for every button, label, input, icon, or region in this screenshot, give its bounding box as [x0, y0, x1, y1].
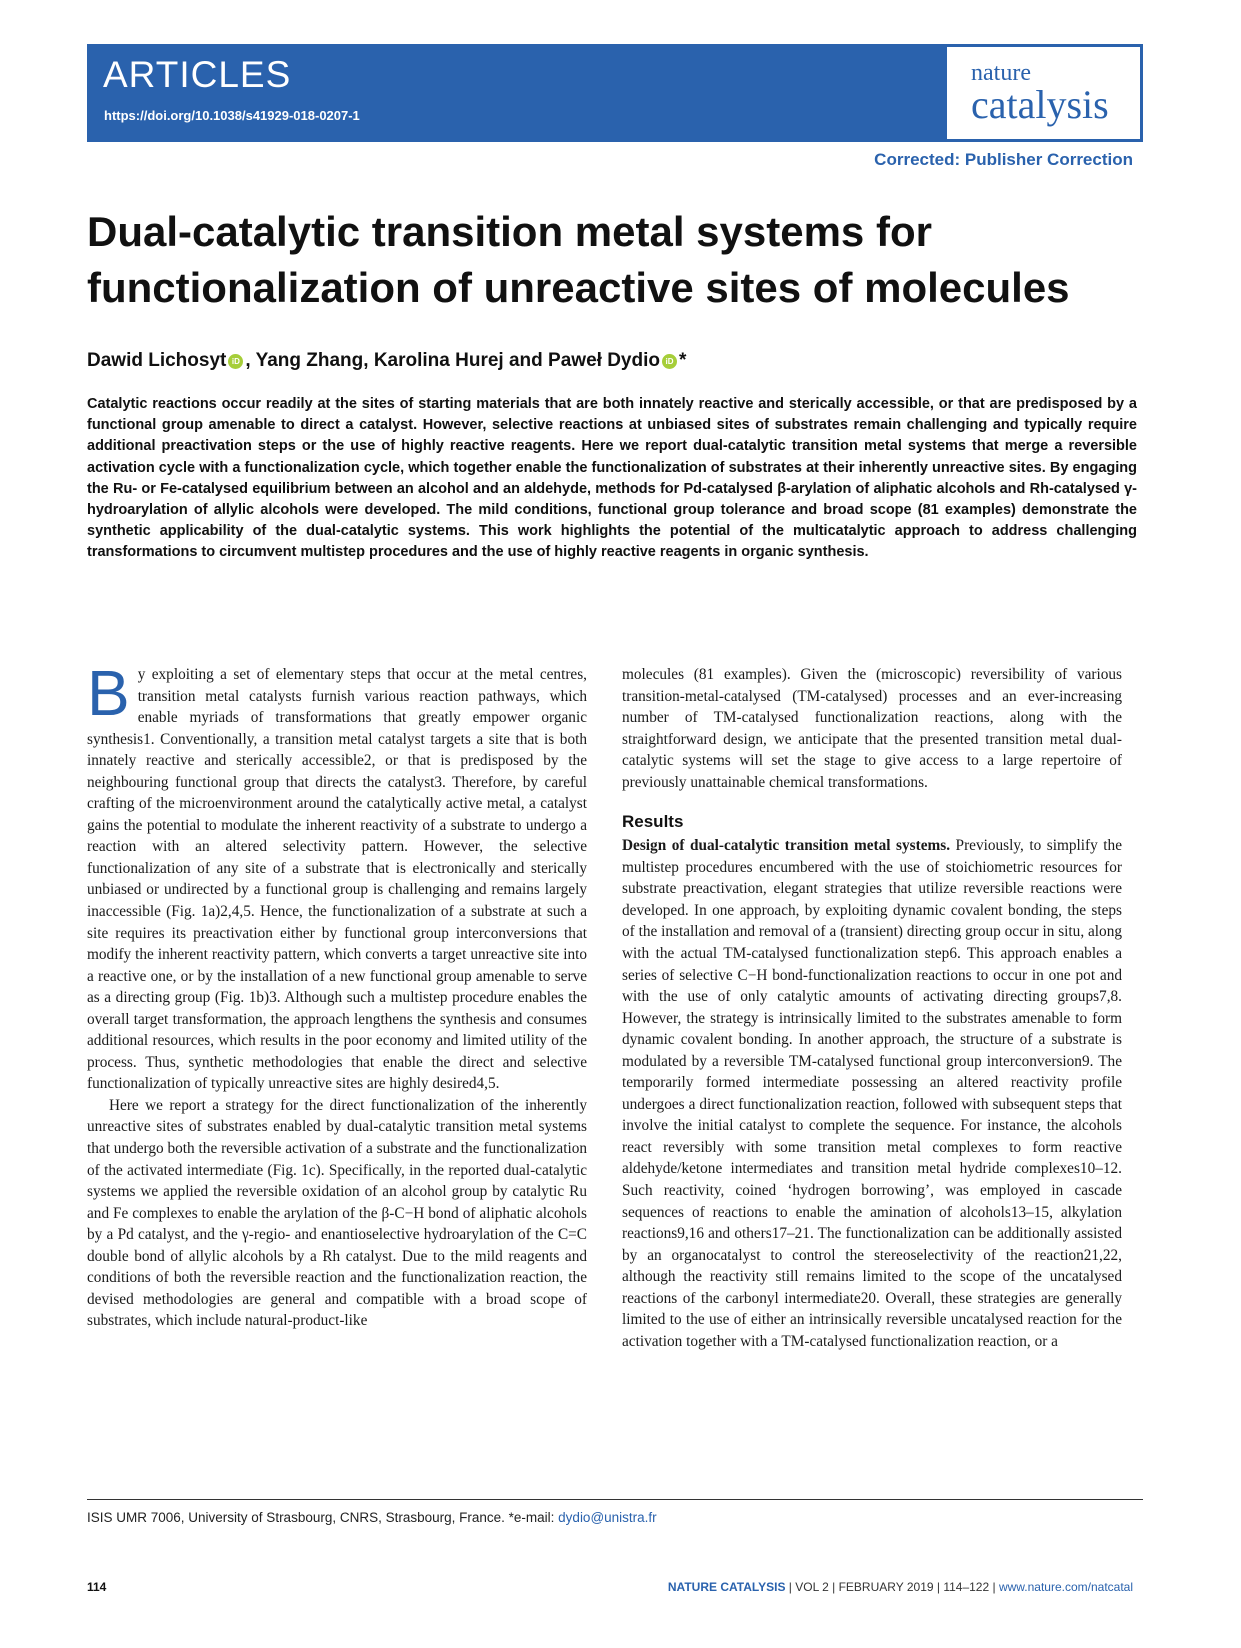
orcid-icon[interactable]: iD: [662, 354, 677, 369]
body-column-right: [622, 664, 1122, 1352]
subsection-heading: Design of dual-catalytic transition metal systems.: [622, 837, 951, 855]
journal-footer: [668, 1580, 1133, 1594]
abstract: Catalytic reactions occur readily at the sites of starting materials that are both innately reactive and sterically accessible, or that are predisposed by a functional group amenable to direct a catalyst. However, selective reactions at unbiased sites of substrates remain challenging and typically require additional preactivation steps or the use of highly reactive reagents. Here we report dual-catalytic transition metal systems that merge a reversible activation cycle with a functionalization cycle, which together enable the functionalization of substrates at their inherently unreactive sites. By engaging the Ru- or Fe-catalysed equilibrium between an alcohol and an aldehyde, methods for Pd-catalysed β-arylation of aliphatic alcohols and Rh-catalysed γ-hydroarylation of allylic alcohols were developed. The mild conditions, functional group tolerance and broad scope (81 examples) demonstrate the synthetic applicability of the dual-catalytic systems. This work highlights the potential of the multicatalytic approach to address challenging transformations to circumvent multistep procedures and the use of highly reactive reagents in organic synthesis.: [87, 396, 1137, 561]
body-paragraph: y exploiting a set of elementary steps that occur at the metal centres, transition metal catalysts furnish various reaction pathways, which enable myriads of transformations that greatly empower organic synthesis1. Conventionally, a transition metal catalyst targets a site that is both innately reactive and sterically accessible2, or that is predisposed by the neighbouring functional group that directs the catalyst3. Therefore, by careful crafting of the microenvironment around the catalytically active metal, a catalyst gains the potential to modulate the inherent reactivity of a substrate to undergo a reaction with an altered selectivity pattern. However, the selective functionalization of any site of a substrate that is electronically and sterically unbiased or undirected by a functional group is challenging and remains largely inaccessible (Fig. 1a)2,4,5. Hence, the functionalization of a substrate at such a site requires its preactivation either by functional group interconversions that modify the inherent reactivity pattern, which converts a target unreactive site into a reactive one, or by the installation of a new functional group amenable to serve as a directing group (Fig. 1b)3. Although such a multistep procedure enables the overall target transformation, the approach lengthens the synthesis and consumes additional resources, which results in the poor economy and limited utility of the process. Thus, synthetic methodologies that enable the direct and selective functionalization of typically unreactive sites are highly desired4,5.: [87, 666, 587, 1093]
author-list: [87, 350, 1087, 372]
author-name: Yang Zhang: [255, 350, 364, 371]
author-separator: ,: [245, 350, 256, 371]
affiliation-text: ISIS UMR 7006, University of Strasbourg, CNRS, Strasbourg, France. *e-mail:: [87, 1510, 559, 1525]
publisher-correction-link[interactable]: Corrected: Publisher Correction: [874, 150, 1133, 169]
orcid-icon[interactable]: iD: [228, 354, 243, 369]
corresponding-author-mark: *: [678, 350, 687, 371]
affiliation-note: [87, 1510, 657, 1525]
author-separator: ,: [363, 350, 374, 371]
article-title: Dual-catalytic transition metal systems for functionalization of unreactive sites of molecules: [87, 208, 1070, 311]
body-column-left: [87, 657, 587, 1332]
journal-url-link[interactable]: www.nature.com/natcatal: [998, 1580, 1133, 1594]
section-label: ARTICLES: [103, 54, 292, 95]
footer-divider: [87, 1499, 1143, 1500]
journal-details: | VOL 2 | FEBRUARY 2019 | 114–122 |: [785, 1580, 999, 1594]
doi-link[interactable]: https://doi.org/10.1038/s41929-018-0207-1: [104, 108, 360, 123]
author-name: Paweł Dydio: [548, 350, 660, 371]
email-link[interactable]: dydio@unistra.fr: [558, 1510, 657, 1525]
journal-name: NATURE CATALYSIS: [667, 1580, 786, 1594]
author-name: Dawid Lichosyt: [87, 350, 227, 371]
body-paragraph: Here we report a strategy for the direct functionalization of the inherently unreactive sites of substrates enabled by dual-catalytic transition metal systems that undergo both the reversible activation of a substrate and the functionalization of the activated intermediate (Fig. 1c). Specifically, in the reported dual-catalytic systems we applied the reversible oxidation of an alcohol group by catalytic Ru and Fe complexes to enable the arylation of the β-C−H bond of aliphatic alcohols by a Pd catalyst, and the γ-regio- and enantioselective hydroarylation of the C=C double bond of allylic alcohols by a Rh catalyst. Due to the mild reagents and conditions of both the reversible reaction and the functionalization reaction, the devised methodologies are general and compatible with a broad scope of substrates, which include natural-product-like: [87, 1096, 587, 1330]
section-heading-results: Results: [622, 812, 684, 832]
logo-nature-text: nature: [971, 60, 1031, 86]
author-name: Karolina Hurej: [373, 350, 504, 371]
body-text: Previously, to simplify the multistep procedures encumbered with the use of stoichiometric resources for substrate preactivation, elegant strategies that utilize reversible reactions were developed. In one approach, by exploiting dynamic covalent bonding, the steps of the installation and removal of a (transient) directing group occur in situ, along with the actual TM-catalysed functionalization step6. This approach enables a series of selective C−H bond-functionalization reactions to occur in one pot and with the use of only catalytic amounts of activating directing groups7,8. However, the strategy is intrinsically limited to the substrates amenable to form dynamic covalent bonding. In another approach, the structure of a substrate is modulated by a reversible TM-catalysed functional group interconversion9. The temporarily formed intermediate possessing an altered reactivity profile undergoes a direct functionalization reaction, followed with subsequent steps that involve the initial catalyst to complete the sequence. For instance, the alcohols react reversibly with some transition metal complexes to form reactive aldehyde/ketone intermediates and transition metal hydride complexes10–12. Such reactivity, coined ‘hydrogen borrowing’, was employed in cascade sequences of reactions to enable the amination of alcohols13–15, alkylation reactions9,16 and others17–21. The functionalization can be additionally assisted by an organocatalyst to control the stereoselectivity of the reaction21,22, although the reactivity still remains limited to the scope of the uncatalysed reactions of the carbonyl intermediate20. Overall, these strategies are generally limited to the use of either an intrinsically reversible uncatalysed reaction for the activation together with a TM-catalysed functionalization reaction, or a: [622, 837, 1122, 1350]
article-header-bar: [87, 44, 1143, 142]
drop-cap: B: [87, 657, 130, 729]
logo-catalysis-text: catalysis: [971, 82, 1109, 127]
body-paragraph: molecules (81 examples). Given the (microscopic) reversibility of various transition-metal-catalysed (TM-catalysed) processes and an ever-increasing number of TM-catalysed functionalization reactions, along with the straightforward design, we anticipate that the presented transition metal dual-catalytic systems will set the stage to give access to a large repertoire of previously unattainable chemical transformations.: [622, 666, 1122, 791]
page-number: 114: [87, 1580, 107, 1594]
author-separator: and: [503, 350, 549, 371]
journal-logo[interactable]: [944, 44, 1143, 142]
body-paragraph: [622, 835, 1122, 1352]
